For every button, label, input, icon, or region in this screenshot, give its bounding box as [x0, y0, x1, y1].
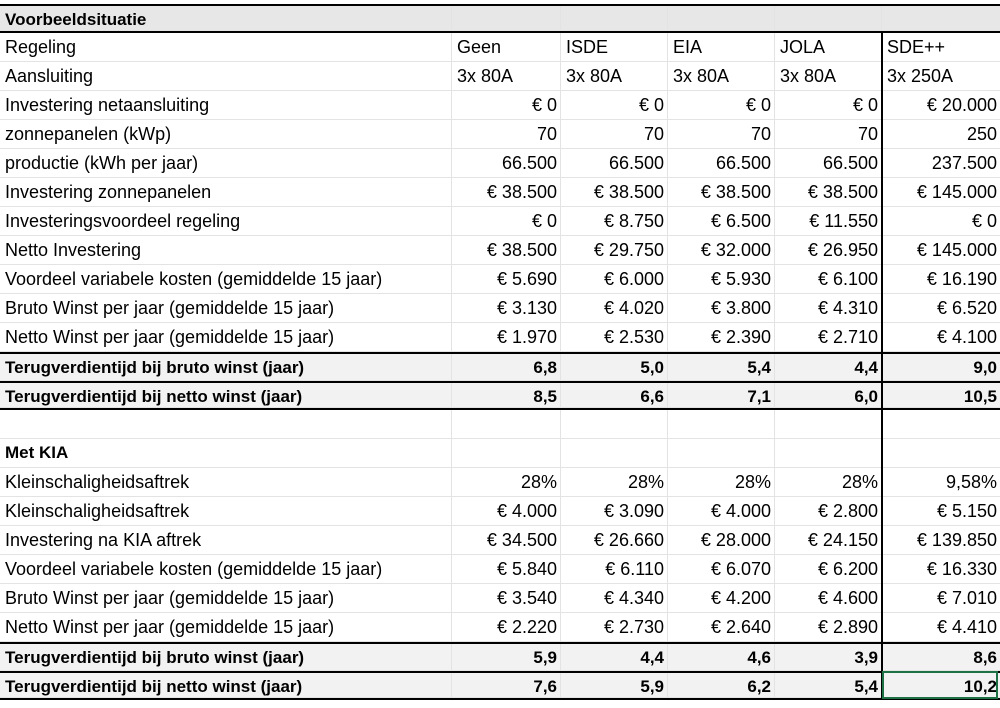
- table-row: [0, 613, 1000, 642]
- table-row: [0, 207, 1000, 236]
- value-cell[interactable]: [561, 439, 668, 468]
- value-cell[interactable]: € 29.750: [561, 236, 668, 265]
- value-cell[interactable]: € 4.600: [775, 584, 882, 613]
- value-cell[interactable]: 237.500: [882, 149, 1000, 178]
- total-row: [0, 352, 1000, 381]
- value-cell[interactable]: 70: [668, 120, 775, 149]
- value-cell[interactable]: 6,8: [452, 354, 561, 381]
- table-row: [0, 236, 1000, 265]
- value-cell[interactable]: € 16.330: [882, 555, 1000, 584]
- section-title-row: [0, 439, 1000, 468]
- value-cell[interactable]: € 4.100: [882, 323, 1000, 352]
- value-cell[interactable]: [452, 6, 561, 31]
- value-cell[interactable]: 4,4: [775, 354, 882, 381]
- value-cell[interactable]: 3x 80A: [561, 62, 668, 91]
- table-row: [0, 265, 1000, 294]
- value-cell[interactable]: 70: [452, 120, 561, 149]
- value-cell[interactable]: 3x 80A: [668, 62, 775, 91]
- row-label-cell[interactable]: Regeling: [0, 33, 452, 62]
- value-cell[interactable]: € 4.310: [775, 294, 882, 323]
- row-label-cell[interactable]: Investering zonnepanelen: [0, 178, 452, 207]
- value-cell[interactable]: [668, 439, 775, 468]
- value-cell[interactable]: € 4.020: [561, 294, 668, 323]
- value-cell[interactable]: [561, 6, 668, 31]
- value-cell[interactable]: € 0: [452, 207, 561, 236]
- value-cell[interactable]: 70: [775, 120, 882, 149]
- row-label-cell[interactable]: Terugverdientijd bij bruto winst (jaar): [0, 644, 452, 671]
- value-cell[interactable]: € 3.130: [452, 294, 561, 323]
- value-cell[interactable]: € 0: [668, 91, 775, 120]
- value-cell[interactable]: € 6.200: [775, 555, 882, 584]
- value-cell[interactable]: EIA: [668, 33, 775, 62]
- value-cell[interactable]: 8,6: [882, 644, 1000, 671]
- value-cell[interactable]: 28%: [452, 468, 561, 497]
- row-label-cell[interactable]: Met KIA: [0, 439, 452, 468]
- value-cell[interactable]: € 24.150: [775, 526, 882, 555]
- table-row: [0, 62, 1000, 91]
- value-cell[interactable]: 66.500: [452, 149, 561, 178]
- row-label-cell[interactable]: Investeringsvoordeel regeling: [0, 207, 452, 236]
- value-cell[interactable]: 28%: [668, 468, 775, 497]
- table-row: [0, 497, 1000, 526]
- value-cell[interactable]: 5,9: [561, 673, 668, 698]
- value-cell[interactable]: 5,0: [561, 354, 668, 381]
- value-cell[interactable]: [561, 410, 668, 439]
- value-cell[interactable]: 5,9: [452, 644, 561, 671]
- total-row: [0, 642, 1000, 671]
- value-cell[interactable]: € 20.000: [882, 91, 1000, 120]
- value-cell[interactable]: € 16.190: [882, 265, 1000, 294]
- value-cell[interactable]: € 38.500: [668, 178, 775, 207]
- value-cell[interactable]: JOLA: [775, 33, 882, 62]
- value-cell[interactable]: 70: [561, 120, 668, 149]
- row-label-cell[interactable]: productie (kWh per jaar): [0, 149, 452, 178]
- value-cell[interactable]: € 4.000: [668, 497, 775, 526]
- value-cell[interactable]: € 3.540: [452, 584, 561, 613]
- value-cell[interactable]: 5,4: [775, 673, 882, 698]
- value-cell[interactable]: € 26.950: [775, 236, 882, 265]
- value-cell[interactable]: € 38.500: [775, 178, 882, 207]
- value-cell[interactable]: € 6.520: [882, 294, 1000, 323]
- value-cell[interactable]: € 2.710: [775, 323, 882, 352]
- value-cell[interactable]: € 2.890: [775, 613, 882, 642]
- value-cell[interactable]: 28%: [561, 468, 668, 497]
- row-label-cell[interactable]: Kleinschaligheidsaftrek: [0, 497, 452, 526]
- value-cell[interactable]: 7,1: [668, 383, 775, 408]
- row-label-cell[interactable]: Investering netaansluiting: [0, 91, 452, 120]
- value-cell[interactable]: € 6.110: [561, 555, 668, 584]
- value-cell[interactable]: 66.500: [561, 149, 668, 178]
- value-cell[interactable]: [668, 6, 775, 31]
- table-row: [0, 120, 1000, 149]
- value-cell[interactable]: € 7.010: [882, 584, 1000, 613]
- value-cell[interactable]: 9,0: [882, 354, 1000, 381]
- value-cell[interactable]: 7,6: [452, 673, 561, 698]
- value-cell[interactable]: € 3.800: [668, 294, 775, 323]
- row-label-cell[interactable]: Investering na KIA aftrek: [0, 526, 452, 555]
- total-row: [0, 381, 1000, 410]
- value-cell[interactable]: € 145.000: [882, 178, 1000, 207]
- value-cell[interactable]: 3x 80A: [452, 62, 561, 91]
- value-cell[interactable]: € 0: [452, 91, 561, 120]
- value-cell[interactable]: € 5.930: [668, 265, 775, 294]
- value-cell[interactable]: € 2.800: [775, 497, 882, 526]
- value-cell[interactable]: Geen: [452, 33, 561, 62]
- value-cell[interactable]: [452, 439, 561, 468]
- value-cell[interactable]: 3,9: [775, 644, 882, 671]
- value-cell[interactable]: € 38.500: [452, 178, 561, 207]
- value-cell[interactable]: 6,6: [561, 383, 668, 408]
- value-cell[interactable]: € 38.500: [561, 178, 668, 207]
- value-cell[interactable]: € 8.750: [561, 207, 668, 236]
- row-label-cell[interactable]: Bruto Winst per jaar (gemiddelde 15 jaar): [0, 294, 452, 323]
- column-divider: [881, 33, 883, 700]
- value-cell[interactable]: € 5.150: [882, 497, 1000, 526]
- value-cell[interactable]: € 2.730: [561, 613, 668, 642]
- value-cell[interactable]: 28%: [775, 468, 882, 497]
- value-cell[interactable]: € 2.220: [452, 613, 561, 642]
- total-row: [0, 671, 1000, 700]
- value-cell[interactable]: 250: [882, 120, 1000, 149]
- value-cell[interactable]: € 38.500: [452, 236, 561, 265]
- value-cell[interactable]: [775, 410, 882, 439]
- table-row: [0, 91, 1000, 120]
- table-row: [0, 33, 1000, 62]
- table-row: [0, 178, 1000, 207]
- value-cell[interactable]: [882, 6, 1000, 31]
- value-cell[interactable]: 9,58%: [882, 468, 1000, 497]
- value-cell[interactable]: 5,4: [668, 354, 775, 381]
- table-row: [0, 584, 1000, 613]
- table-row: [0, 555, 1000, 584]
- value-cell[interactable]: € 0: [775, 91, 882, 120]
- value-cell[interactable]: € 0: [561, 91, 668, 120]
- row-label-cell[interactable]: Terugverdientijd bij bruto winst (jaar): [0, 354, 452, 381]
- value-cell[interactable]: € 1.970: [452, 323, 561, 352]
- table-row: [0, 323, 1000, 352]
- value-cell[interactable]: € 6.070: [668, 555, 775, 584]
- value-cell[interactable]: 8,5: [452, 383, 561, 408]
- value-cell[interactable]: € 11.550: [775, 207, 882, 236]
- value-cell[interactable]: € 5.690: [452, 265, 561, 294]
- value-cell[interactable]: € 3.090: [561, 497, 668, 526]
- value-cell[interactable]: SDE++: [882, 33, 1000, 62]
- row-label-cell[interactable]: Voordeel variabele kosten (gemiddelde 15 jaar): [0, 265, 452, 294]
- value-cell[interactable]: € 4.000: [452, 497, 561, 526]
- value-cell[interactable]: € 6.000: [561, 265, 668, 294]
- row-label-cell[interactable]: Terugverdientijd bij netto winst (jaar): [0, 673, 452, 698]
- table-row: [0, 149, 1000, 178]
- value-cell[interactable]: [452, 410, 561, 439]
- value-cell[interactable]: € 2.390: [668, 323, 775, 352]
- value-cell[interactable]: € 6.100: [775, 265, 882, 294]
- value-cell[interactable]: 4,6: [668, 644, 775, 671]
- value-cell[interactable]: 3x 80A: [775, 62, 882, 91]
- table-row: [0, 526, 1000, 555]
- value-cell[interactable]: 4,4: [561, 644, 668, 671]
- row-label-cell[interactable]: Kleinschaligheidsaftrek: [0, 468, 452, 497]
- table-row: [0, 468, 1000, 497]
- value-cell[interactable]: € 32.000: [668, 236, 775, 265]
- value-cell[interactable]: € 2.530: [561, 323, 668, 352]
- row-label-cell[interactable]: zonnepanelen (kWp): [0, 120, 452, 149]
- row-label-cell[interactable]: Netto Winst per jaar (gemiddelde 15 jaar): [0, 323, 452, 352]
- value-cell[interactable]: € 4.200: [668, 584, 775, 613]
- value-cell[interactable]: [775, 6, 882, 31]
- value-cell[interactable]: 10,5: [882, 383, 1000, 408]
- value-cell[interactable]: € 139.850: [882, 526, 1000, 555]
- value-cell[interactable]: 3x 250A: [882, 62, 1000, 91]
- value-cell[interactable]: € 26.660: [561, 526, 668, 555]
- value-cell[interactable]: [882, 410, 1000, 439]
- row-label-cell[interactable]: Terugverdientijd bij netto winst (jaar): [0, 383, 452, 408]
- value-cell[interactable]: 6,0: [775, 383, 882, 408]
- row-label-cell[interactable]: Voorbeeldsituatie: [0, 6, 452, 31]
- section-title-row: [0, 4, 1000, 33]
- value-cell[interactable]: 66.500: [775, 149, 882, 178]
- value-cell[interactable]: € 2.640: [668, 613, 775, 642]
- value-cell[interactable]: € 28.000: [668, 526, 775, 555]
- row-label-cell[interactable]: Aansluiting: [0, 62, 452, 91]
- value-cell[interactable]: [775, 439, 882, 468]
- value-cell[interactable]: [668, 410, 775, 439]
- value-cell[interactable]: [882, 439, 1000, 468]
- value-cell[interactable]: € 4.410: [882, 613, 1000, 642]
- value-cell[interactable]: € 4.340: [561, 584, 668, 613]
- value-cell[interactable]: 66.500: [668, 149, 775, 178]
- value-cell[interactable]: € 5.840: [452, 555, 561, 584]
- value-cell[interactable]: € 145.000: [882, 236, 1000, 265]
- row-label-cell[interactable]: Netto Winst per jaar (gemiddelde 15 jaar): [0, 613, 452, 642]
- value-cell[interactable]: € 0: [882, 207, 1000, 236]
- row-label-cell[interactable]: Bruto Winst per jaar (gemiddelde 15 jaar): [0, 584, 452, 613]
- value-cell[interactable]: 10,2: [882, 673, 1000, 698]
- value-cell[interactable]: € 6.500: [668, 207, 775, 236]
- row-label-cell[interactable]: Netto Investering: [0, 236, 452, 265]
- blank-row: [0, 410, 1000, 439]
- row-label-cell[interactable]: Voordeel variabele kosten (gemiddelde 15 jaar): [0, 555, 452, 584]
- value-cell[interactable]: 6,2: [668, 673, 775, 698]
- value-cell[interactable]: € 34.500: [452, 526, 561, 555]
- value-cell[interactable]: ISDE: [561, 33, 668, 62]
- table-row: [0, 294, 1000, 323]
- row-label-cell[interactable]: [0, 410, 452, 439]
